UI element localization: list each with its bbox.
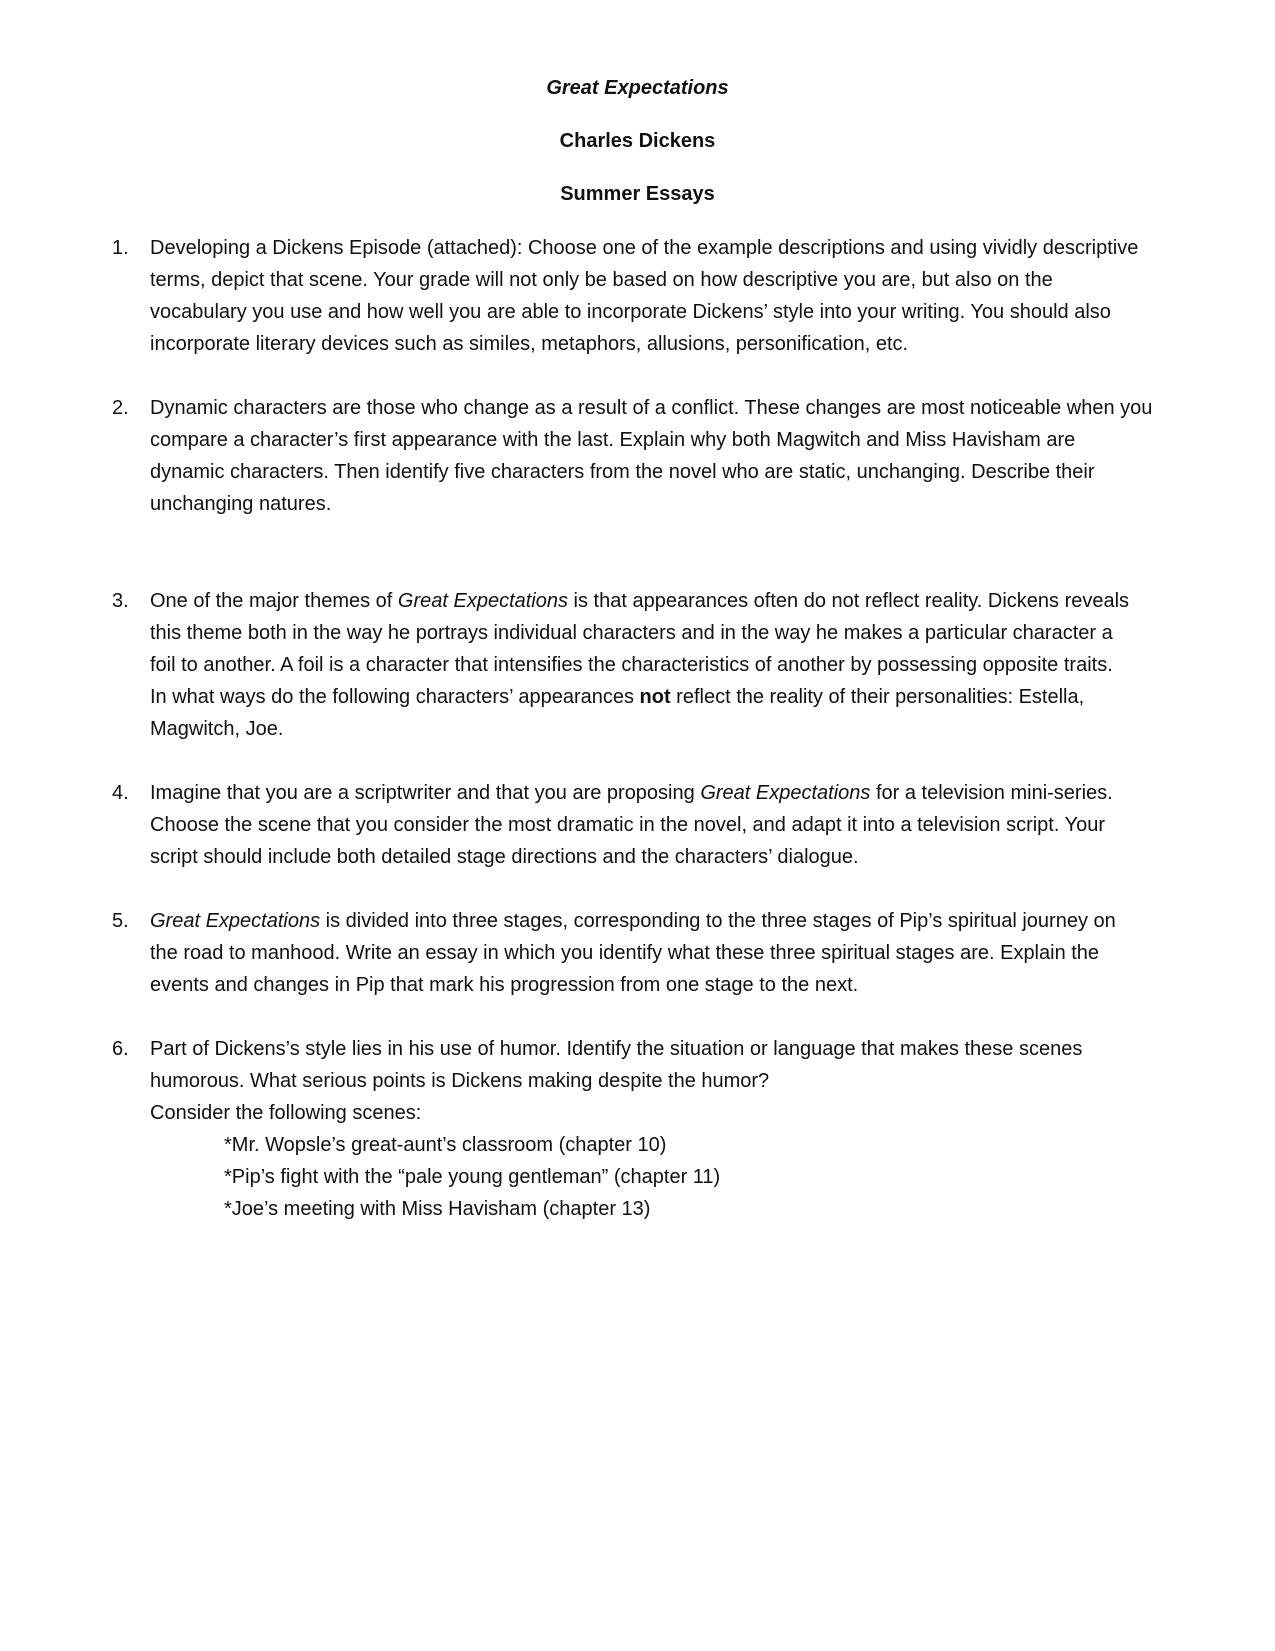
item-text — [150, 392, 1202, 520]
scene-item: *Mr. Wopsle’s great-aunt’s classroom (chapter 10) — [224, 1134, 667, 1156]
text-line: Developing a Dickens Episode (attached): Choose one of the example descriptions and using vividly descriptive — [150, 237, 1139, 259]
text-line: Consider the following scenes: — [150, 1102, 422, 1124]
item-number: 6. — [112, 1038, 129, 1060]
text-line: vocabulary you use and how well you are able to incorporate Dickens’ style into your writing. You should also — [150, 301, 1111, 323]
text-segment: for a television mini-series. — [870, 782, 1113, 804]
scene-item: *Pip’s fight with the “pale young gentleman” (chapter 11) — [224, 1166, 721, 1188]
item-text — [150, 232, 1202, 360]
text-segment: is that appearances often do not reflect reality. Dickens reveals — [568, 590, 1130, 612]
text-segment: In what ways do the following characters’ appearances — [150, 686, 640, 708]
item-text — [150, 1033, 1202, 1225]
text-line: incorporate literary devices such as similes, metaphors, allusions, personification, etc. — [150, 333, 909, 355]
book-title-italic: Great Expectations — [700, 782, 871, 804]
text-line: terms, depict that scene. Your grade will not only be based on how descriptive you are, but also on the — [150, 269, 1053, 291]
book-title-italic: Great Expectations — [150, 910, 321, 932]
text-line — [150, 681, 1202, 713]
item-number: 2. — [112, 397, 129, 419]
text-line — [150, 777, 1202, 809]
text-line — [150, 905, 1202, 937]
document-title: Great Expectations — [546, 77, 729, 99]
text-line — [150, 585, 1202, 617]
text-segment: reflect the reality of their personalities: Estella, — [670, 686, 1085, 708]
item-text — [150, 777, 1202, 873]
item-text — [150, 585, 1202, 745]
document-author: Charles Dickens — [559, 130, 716, 152]
text-line: script should include both detailed stage directions and the characters’ dialogue. — [150, 846, 859, 868]
text-line: foil to another. A foil is a character that intensifies the characteristics of another by possessing opposite traits. — [150, 654, 1113, 676]
text-line: Choose the scene that you consider the most dramatic in the novel, and adapt it into a television script. Your — [150, 814, 1106, 836]
item-number: 1. — [112, 237, 129, 259]
text-line: Magwitch, Joe. — [150, 718, 284, 740]
item-number: 5. — [112, 910, 129, 932]
text-segment: One of the major themes of — [150, 590, 398, 612]
emphasis-bold: not — [639, 686, 671, 708]
text-line: the road to manhood. Write an essay in which you identify what these three spiritual stages are. Explain the — [150, 942, 1100, 964]
scene-item: *Joe’s meeting with Miss Havisham (chapter 13) — [224, 1198, 651, 1220]
text-line: events and changes in Pip that mark his progression from one stage to the next. — [150, 974, 859, 996]
text-line: Part of Dickens’s style lies in his use of humor. Identify the situation or language that makes these scenes — [150, 1038, 1083, 1060]
text-segment: Imagine that you are a scriptwriter and that you are proposing — [150, 782, 701, 804]
book-title-italic: Great Expectations — [397, 590, 568, 612]
document-subtitle: Summer Essays — [560, 183, 715, 205]
text-segment: is divided into three stages, corresponding to the three stages of Pip’s spiritual journey on — [320, 910, 1116, 932]
text-line: this theme both in the way he portrays individual characters and in the way he makes a particular character a — [150, 622, 1113, 644]
text-line: dynamic characters. Then identify five characters from the novel who are static, unchanging. Describe their — [150, 461, 1095, 483]
item-text — [150, 905, 1202, 1001]
text-line: compare a character’s first appearance with the last. Explain why both Magwitch and Miss Havisham are — [150, 429, 1076, 451]
text-line: Dynamic characters are those who change as a result of a conflict. These changes are most noticeable when you — [150, 397, 1153, 419]
text-line: humorous. What serious points is Dickens making despite the humor? — [150, 1070, 770, 1092]
text-line: unchanging natures. — [150, 493, 332, 515]
item-number: 3. — [112, 590, 129, 612]
item-number: 4. — [112, 782, 129, 804]
